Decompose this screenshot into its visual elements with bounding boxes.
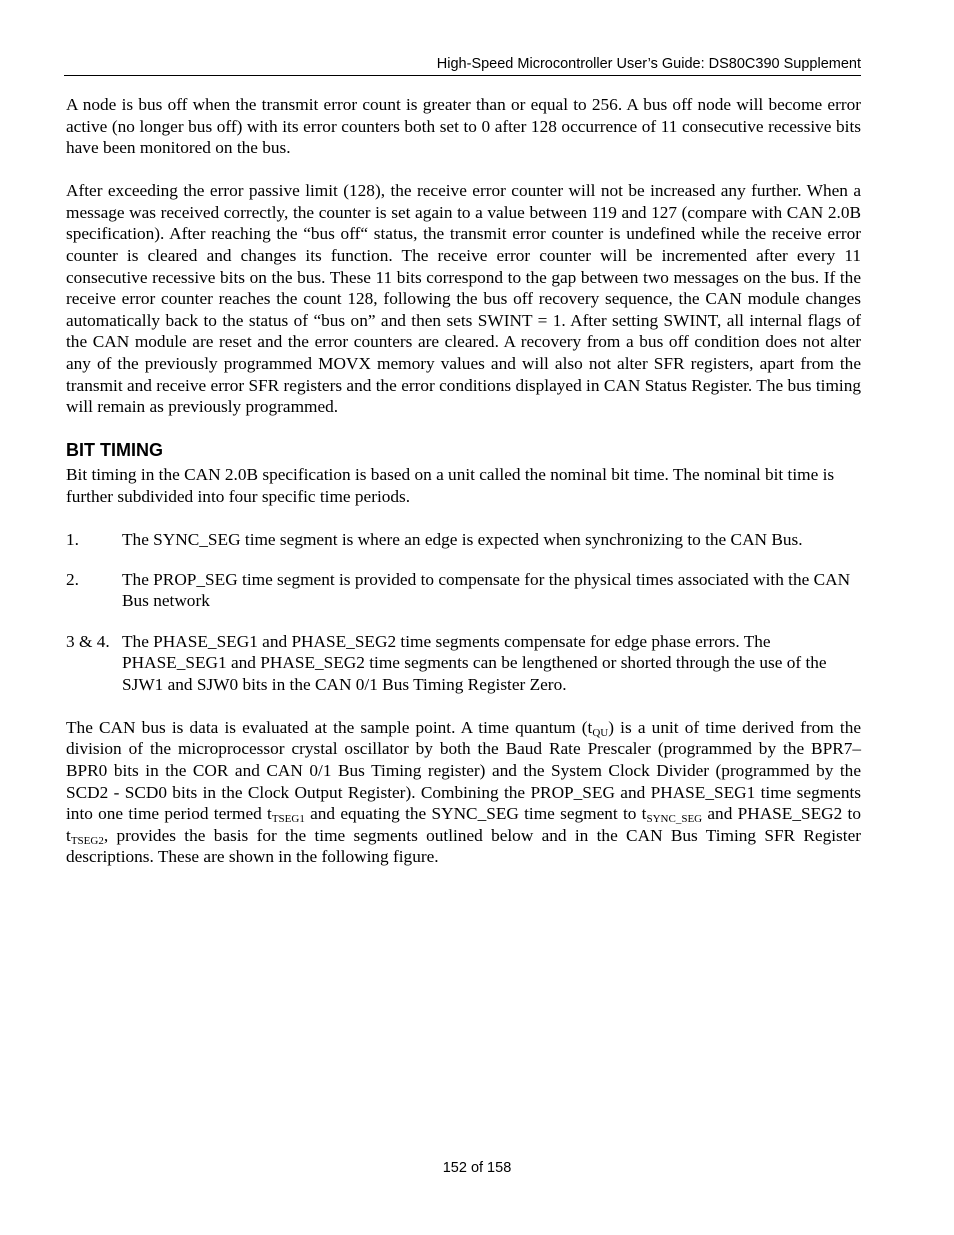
subscript: SYNC_SEG: [646, 813, 703, 826]
page-header: [64, 55, 861, 76]
paragraph-bit-timing-intro: Bit timing in the CAN 2.0B specification is based on a unit called the nominal bit time. The nominal bit time is further subdivided into four specific time periods.: [66, 465, 835, 506]
page-content: [66, 94, 861, 889]
subscript: TSEG1: [271, 813, 305, 826]
text-run: , provides the basis for the time segments outlined below and in the CAN Bus Timing SFR Register descriptions. These are shown in the following figure.: [66, 825, 861, 867]
list-item-number: 2.: [66, 569, 79, 589]
list-item-text: The SYNC_SEG time segment is where an edge is expected when synchronizing to the CAN Bus.: [122, 529, 803, 549]
list-item: [66, 569, 861, 612]
text-run: and equating the SYNC_SEG time segment to t: [304, 804, 647, 824]
paragraph-time-quantum: [66, 717, 861, 868]
text-run: The CAN bus is data is evaluated at the sample point. A time quantum (t: [66, 717, 593, 737]
page-footer: [0, 1160, 954, 1176]
list-item-number: 3 & 4.: [66, 631, 110, 651]
list-item-text: The PHASE_SEG1 and PHASE_SEG2 time segments compensate for edge phase errors. The PHASE_SEG1 and PHASE_SEG2 time segments can be lengthened or shorted through the use of the SJW1 and SJW0 bits in the CAN 0/1 Bus Timing Register Zero.: [122, 631, 827, 694]
list-item: [66, 529, 861, 551]
text-run: and PHASE_SEG2 to t: [66, 804, 861, 845]
list-item: [66, 631, 861, 696]
header-title: High-Speed Microcontroller User’s Guide: DS80C390 Supplement: [436, 56, 861, 72]
paragraph-error-passive: After exceeding the error passive limit (128), the receive error counter will not be increased any further. When a message was received correctly, the counter is set again to a value between 119 and 127 (compare with CAN 2.0B specification). After reaching the “bus off“ status, the transmit error counter is undefined while the receive error counter is cleared and changes its function. The receive error counter will be incremented after every 11 consecutive recessive bits on the bus. These 11 bits correspond to the gap between two messages on the bus. If the receive error counter reaches the count 128, following the bus off recovery sequence, the CAN module changes automatically back to the status of “bus on” and then sets SWINT = 1. After setting SWINT, all internal flags of the CAN module are reset and the error counters are cleared. A recovery from a bus off condition does not alter any of the previously programmed MOVX memory values and will also not alter SFR registers, apart from the transmit and receive error SFR registers and the error conditions displayed in CAN Status Register. The bus timing will remain as previously programmed.: [66, 181, 861, 417]
section-heading: BIT TIMING: [66, 440, 163, 461]
page-number: 152 of 158: [442, 1160, 512, 1176]
subscript: QU: [592, 726, 609, 739]
subscript: TSEG2: [70, 834, 104, 847]
list-item-number: 1.: [66, 529, 79, 549]
list-item-text: The PROP_SEG time segment is provided to compensate for the physical times associated with the CAN Bus network: [122, 569, 851, 611]
text-run: ) is a unit of time derived from the division of the microprocessor crystal oscillator by both the Baud Rate Prescaler (programmed by the BPR7–BPR0 bits in the COR and CAN 0/1 Bus Timing register) and the System Clock Divider (programmed by the SCD2 - SCD0 bits in the Clock Output Register). Combining the PROP_SEG and PHASE_SEG1 time segments into one time period termed t: [66, 717, 862, 824]
paragraph-bus-off: A node is bus off when the transmit error count is greater than or equal to 256. A bus off node will become error active (no longer bus off) with its error counters both set to 0 after 128 occurrence of 11 consecutive recessive bits have been monitored on the bus.: [66, 95, 861, 158]
